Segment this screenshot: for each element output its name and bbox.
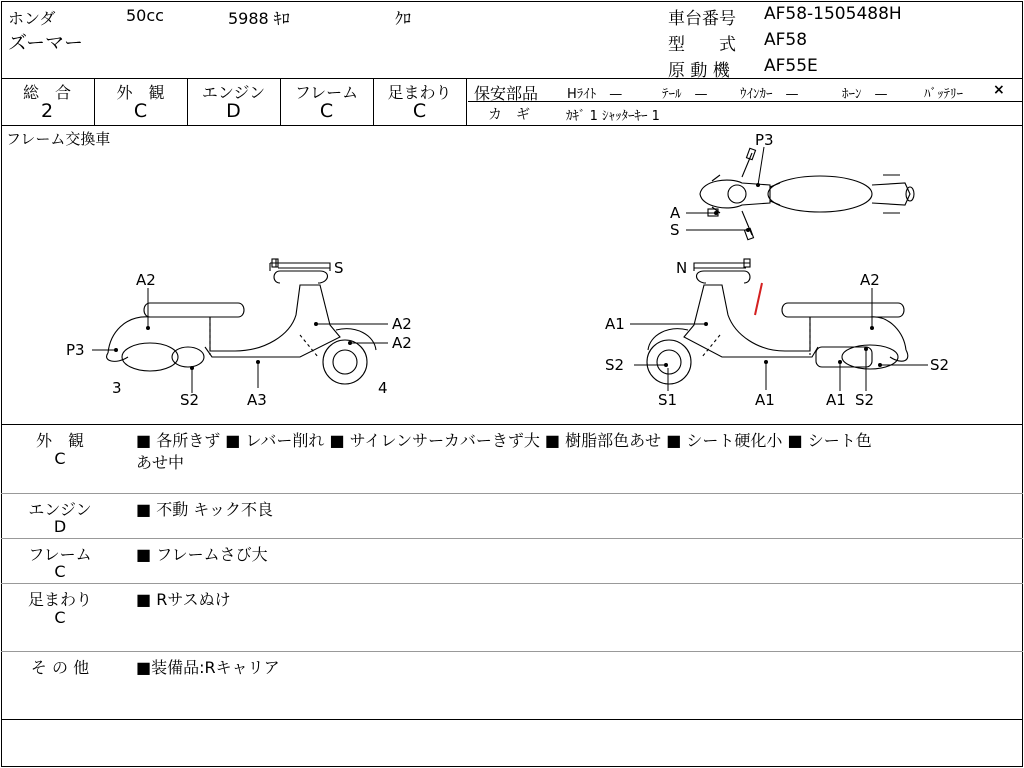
detail-grade-exterior: C bbox=[54, 449, 66, 468]
top-p3-label: P3 bbox=[755, 131, 774, 149]
type-label: 型 式 bbox=[668, 35, 736, 55]
divider bbox=[1, 78, 1023, 79]
right-a1-mid-label: A1 bbox=[755, 391, 775, 409]
divider bbox=[1, 651, 1023, 652]
detail-grade-engine: D bbox=[53, 517, 67, 536]
right-a1-front-label: A1 bbox=[605, 315, 625, 333]
detail-note-other: ■装備品:Rキャリア bbox=[136, 658, 280, 677]
detail-category-exterior: 外 観 bbox=[35, 431, 84, 450]
key-label: カ ギ bbox=[488, 107, 530, 123]
detail-note-exterior-1: ■ 各所きず ■ レバー削れ ■ サイレンサーカバーきず大 ■ 樹脂部色あせ ■ シート硬化小 ■ シート色 bbox=[136, 431, 872, 450]
right-s2-rear-label: S2 bbox=[930, 356, 950, 374]
engine-grade: D bbox=[226, 100, 241, 122]
red-pen-mark bbox=[755, 283, 762, 315]
right-n-label: N bbox=[676, 259, 688, 277]
exterior-label: 外 観 bbox=[116, 83, 165, 102]
detail-category-engine: エンジン bbox=[28, 500, 92, 519]
detail-category-frame: フレーム bbox=[28, 545, 92, 564]
divider bbox=[1, 583, 1023, 584]
divider bbox=[1, 538, 1023, 539]
safety-tail: ﾃｰﾙ — bbox=[662, 87, 708, 102]
engine-grade-label: エンジン bbox=[201, 83, 266, 102]
type-value: AF58 bbox=[764, 30, 808, 50]
key-value: ｶｷﾞ 1 ｼｬｯﾀｰｷｰ 1 bbox=[566, 109, 660, 124]
scooter-diagram bbox=[0, 125, 1024, 425]
right-s1-label: S1 bbox=[658, 391, 678, 409]
safety-winker: ｳｲﾝｶｰ — bbox=[740, 87, 799, 102]
battery-mark: × bbox=[993, 82, 1005, 98]
color: ｸﾛ bbox=[395, 9, 412, 28]
detail-category-other: そ の 他 bbox=[30, 658, 90, 677]
left-a2-mid-label: A2 bbox=[392, 315, 412, 333]
detail-grade-suspension: C bbox=[54, 608, 66, 627]
safety-title: 保安部品 bbox=[474, 84, 539, 103]
left-s2-label: S2 bbox=[180, 391, 200, 409]
left-3-label: 3 bbox=[112, 379, 122, 397]
divider bbox=[1, 719, 1023, 720]
safety-battery: ﾊﾞｯﾃﾘｰ bbox=[924, 87, 963, 102]
suspension-grade: C bbox=[412, 100, 427, 122]
divider bbox=[1, 493, 1023, 494]
safety-horn: ﾎｰﾝ — bbox=[842, 87, 888, 102]
right-s2-mid-label: S2 bbox=[855, 391, 875, 409]
divider bbox=[466, 78, 467, 125]
left-s-label: S bbox=[334, 259, 344, 277]
divider bbox=[1, 424, 1023, 425]
frame-grade-label: フレーム bbox=[294, 83, 359, 102]
detail-note-frame: ■ フレームさび大 bbox=[136, 545, 268, 564]
detail-grade-frame: C bbox=[54, 562, 66, 581]
suspension-grade-label: 足まわり bbox=[387, 83, 452, 102]
left-a2-front-label: A2 bbox=[392, 334, 412, 352]
displacement: 50cc bbox=[126, 6, 164, 25]
detail-category-suspension: 足まわり bbox=[27, 590, 92, 609]
left-p3-label: P3 bbox=[66, 341, 85, 359]
top-a-label: A bbox=[670, 204, 681, 222]
left-4-label: 4 bbox=[378, 379, 388, 397]
top-view-scooter bbox=[700, 148, 914, 239]
model-name: ズーマー bbox=[8, 32, 84, 54]
exterior-grade: C bbox=[133, 100, 148, 122]
right-a1-rear-label: A1 bbox=[826, 391, 846, 409]
overall-grade: 2 bbox=[40, 100, 54, 122]
safety-headlight: Hﾗｲﾄ — bbox=[567, 87, 623, 102]
left-a3-label: A3 bbox=[247, 391, 267, 409]
detail-note-exterior-2: あせ中 bbox=[136, 453, 185, 472]
overall-label: 総 合 bbox=[22, 83, 71, 102]
mileage: 5988 ｷﾛ bbox=[228, 9, 290, 28]
remark: フレーム交換車 bbox=[6, 130, 111, 148]
frame-grade: C bbox=[319, 100, 334, 122]
maker: ホンダ bbox=[8, 9, 56, 28]
engine-label: 原 動 機 bbox=[668, 61, 730, 81]
marker-dots bbox=[114, 183, 882, 370]
frame-no: AF58-1505488H bbox=[764, 4, 902, 24]
detail-note-suspension: ■ Rサスぬけ bbox=[136, 590, 231, 609]
top-s-label: S bbox=[670, 221, 680, 239]
engine-value: AF55E bbox=[764, 56, 818, 76]
right-s2-front-label: S2 bbox=[605, 356, 625, 374]
leader-lines bbox=[92, 147, 928, 393]
frame-no-label: 車台番号 bbox=[668, 9, 736, 29]
left-a2-rear-label: A2 bbox=[136, 271, 156, 289]
right-a2-label: A2 bbox=[860, 271, 880, 289]
detail-note-engine: ■ 不動 キック不良 bbox=[136, 500, 273, 519]
